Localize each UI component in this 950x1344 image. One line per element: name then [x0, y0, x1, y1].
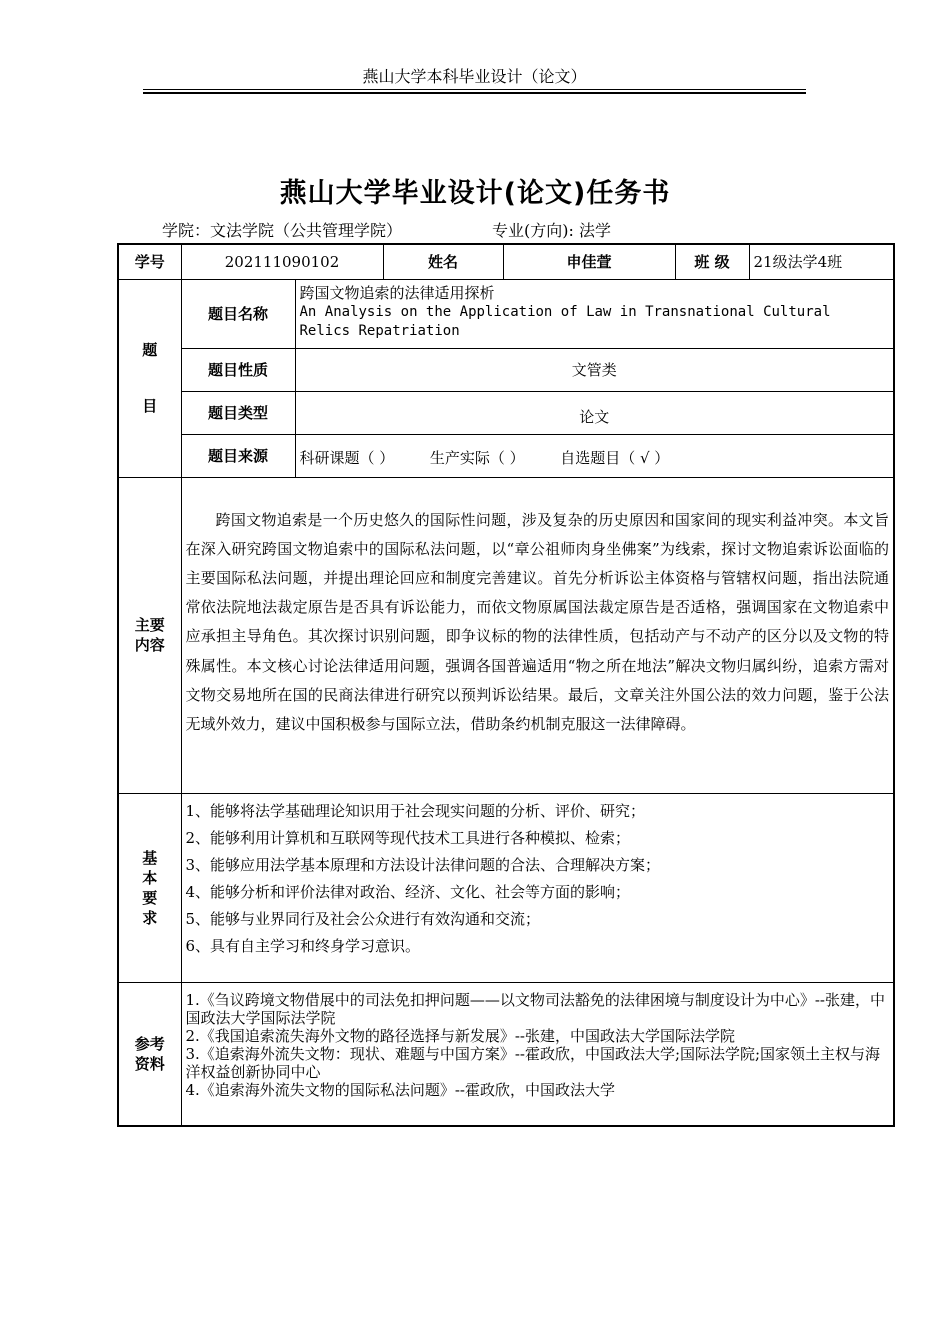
topic-name-row [118, 279, 894, 348]
req-label-char-4: 求 [142, 908, 158, 927]
source-production: 生产实际（ ） [429, 449, 525, 467]
requirement-item: 3、能够应用法学基本原理和方法设计法律问题的合法、合理解决方案； [185, 855, 661, 874]
requirements-row [118, 793, 894, 982]
references-list [181, 982, 894, 1126]
main-content-paragraph: 跨国文物追索是一个历史悠久的国际性问题，涉及复杂的历史原因和国家间的现实利益冲突。本文旨在深入研究跨国文物追索中的国际私法问题，以“章公祖师肉身坐佛案”为线索，探讨文物追索诉讼面临的主要国际私法问题，并提出理论回应和制度完善建议。首先分析诉讼主体资格与管辖权问题，指出法院通常依法院地法裁定原告是否具有诉讼能力，而依文物原属国法裁定原告是否适格，强调国家在文物追索中应承担主导角色。其次探讨识别问题，即争议标的物的法律性质，包括动产与不动产的区分以及文物的特殊属性。本文核心讨论法律适用问题，强调各国普遍适用“物之所在地法”解决文物归属纠纷，追索方需对文物交易地所在国的民商法律进行研究以预判诉讼结果。最后，文章关注外国公法的效力问题，鉴于公法无域外效力，建议中国积极参与国际立法，借助条约机制克服这一法律障碍。 [185, 510, 889, 733]
major-line: 专业(方向): 法学 [492, 221, 611, 240]
req-label-char-2: 本 [142, 868, 158, 887]
topic-name-en: An Analysis on the Application of Law in Transnational Cultural Relics Repatriation [299, 303, 831, 339]
reference-item: 2.《我国追索流失海外文物的路径选择与新发展》--张建，中国政法大学国际法学院 [185, 1026, 735, 1045]
topic-side-char-2: 目 [142, 397, 158, 415]
requirements-list [181, 793, 894, 982]
main-label-line-1: 主要 [134, 616, 165, 634]
req-label-char-1: 基 [142, 848, 158, 867]
requirement-item: 2、能够利用计算机和互联网等现代技术工具进行各种模拟、检索； [185, 828, 631, 847]
ref-label-line-2: 资料 [134, 1054, 165, 1073]
class-label: 班 级 [675, 244, 749, 279]
requirements-label [118, 793, 181, 982]
main-content-row [118, 477, 894, 793]
topic-source-value [295, 434, 894, 477]
topic-name-value [295, 279, 894, 348]
req-label-char-3: 要 [142, 888, 158, 907]
topic-name-label: 题目名称 [181, 279, 295, 348]
requirement-item: 4、能够分析和评价法律对政治、经济、文化、社会等方面的影响； [185, 882, 631, 901]
main-content-text [181, 477, 894, 793]
main-content-label [118, 477, 181, 793]
requirement-item: 6、具有自主学习和终身学习意识。 [185, 936, 421, 955]
name-label: 姓名 [383, 244, 503, 279]
reference-item: 1.《刍议跨境文物借展中的司法免扣押问题——以文物司法豁免的法律困境与制度设计为中心》--张建，中国政法大学国际法学院 [185, 990, 885, 1027]
topic-type-row [118, 391, 894, 434]
student-id-value: 202111090102 [181, 244, 383, 279]
source-self-selected: 自选题目（ √ ） [560, 449, 670, 467]
header-rule-thick [143, 92, 806, 94]
requirement-item: 5、能够与业界同行及社会公众进行有效沟通和交流； [185, 909, 541, 928]
topic-nature-value: 文管类 [295, 348, 894, 391]
task-table [117, 243, 895, 1127]
topic-nature-label: 题目性质 [181, 348, 295, 391]
reference-item: 4.《追索海外流失文物的国际私法问题》--霍政欣，中国政法大学 [185, 1080, 615, 1099]
topic-side-char-1: 题 [142, 341, 158, 359]
topic-type-value: 论文 [295, 391, 894, 434]
class-value: 21级法学4班 [749, 244, 894, 279]
topic-name-cn: 跨国文物追索的法律适用探析 [299, 283, 495, 302]
student-info-row [118, 244, 894, 279]
topic-source-row [118, 434, 894, 477]
student-id-label: 学号 [118, 244, 181, 279]
document-title: 燕山大学毕业设计(论文)任务书 [279, 178, 671, 209]
college-line: 学院：文法学院（公共管理学院） [162, 221, 403, 240]
topic-side-label [118, 279, 181, 477]
references-row [118, 982, 894, 1126]
main-label-line-2: 内容 [134, 636, 165, 654]
requirement-item: 1、能够将法学基础理论知识用于社会现实问题的分析、评价、研究； [185, 801, 646, 820]
references-label [118, 982, 181, 1126]
ref-label-line-1: 参考 [134, 1034, 165, 1053]
topic-nature-row [118, 348, 894, 391]
name-value: 申佳萱 [503, 244, 675, 279]
reference-item: 3.《追索海外流失文物：现状、难题与中国方案》--霍政欣，中国政法大学;国际法学院;国家领土主权与海洋权益创新协同中心 [185, 1044, 881, 1081]
topic-type-label: 题目类型 [181, 391, 295, 434]
running-header: 燕山大学本科毕业设计（论文） [362, 67, 587, 86]
header-rule-thin [143, 89, 806, 90]
source-research: 科研课题（ ） [299, 449, 395, 467]
topic-source-label: 题目来源 [181, 434, 295, 477]
